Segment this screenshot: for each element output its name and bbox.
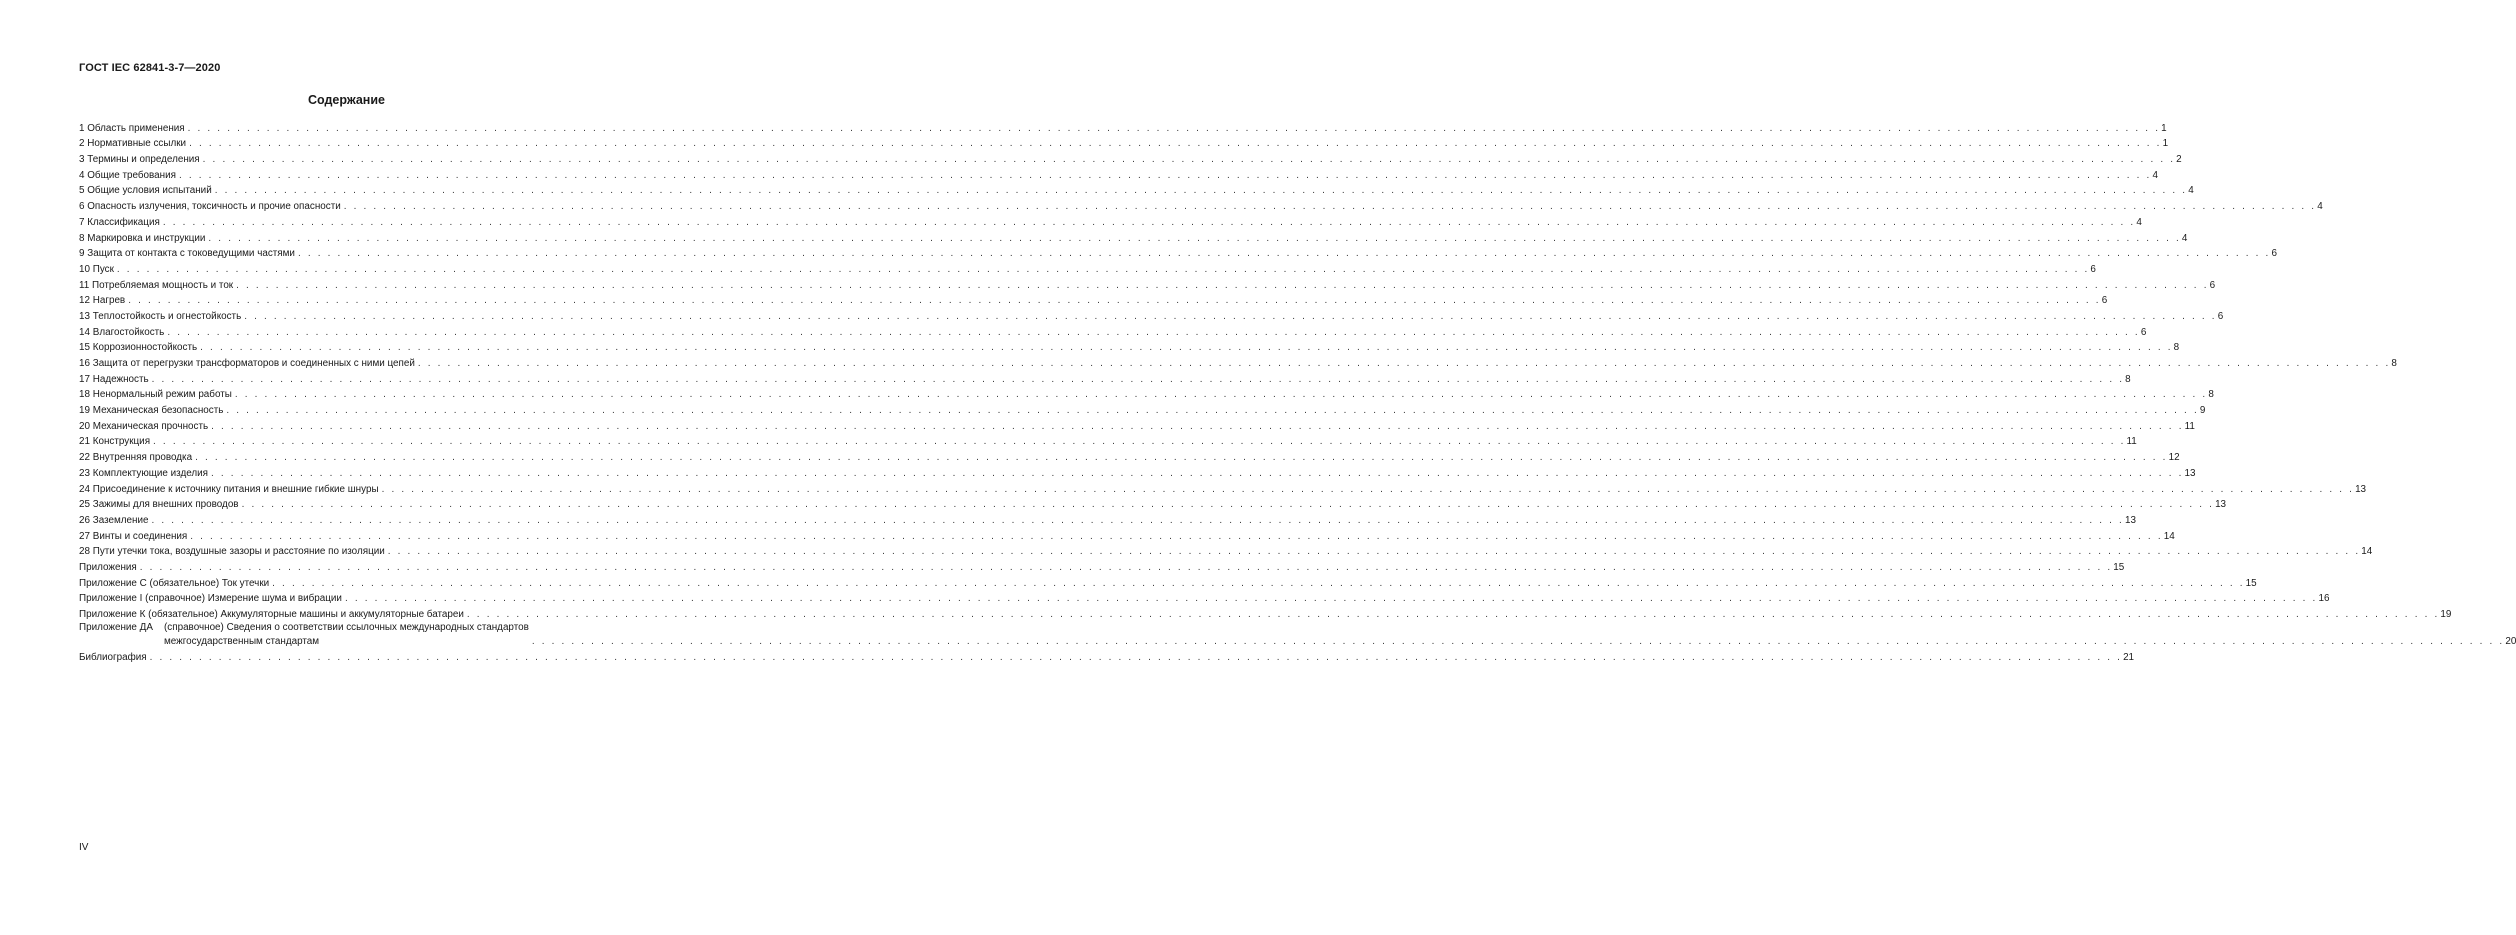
toc-entry-page: 6 xyxy=(2090,263,2096,275)
toc-entry[interactable] xyxy=(79,621,2516,648)
toc-entry[interactable] xyxy=(79,323,2147,339)
toc-entry-label: 8 Маркировка и инструкции xyxy=(79,232,206,244)
toc-entry-label: 20 Механическая прочность xyxy=(79,420,209,432)
toc-entry-page: 6 xyxy=(2101,295,2108,307)
toc-entry[interactable] xyxy=(79,339,2180,355)
toc-entry-label: 28 Пути утечки тока, воздушные зазоры и расстояние по изоляции xyxy=(79,546,385,558)
toc-entry-label: 17 Надежность xyxy=(79,373,149,385)
toc-entry[interactable] xyxy=(79,150,2182,166)
toc-leader-dots: . . . . . . . . . . . . . . . . . . . . . . . . . . . . . . . . . . . . . . . . . . . . . . . . . . . . . . . . . . . . . . . . . . . . . . . . . . . . . . . . . . . . . . . . . . . . . . . . . . . . . . . . . . . . . . . . . . . . . . . . . . . . . . . . . . . . . . . . . . . . . . . . . . . . . . . . . . . . . . . . . . . . . . . . . . . . . . . . . . . . . . . . . . . . . . . . . . . . . . . . xyxy=(272,577,2245,589)
toc-entry[interactable] xyxy=(79,182,2194,198)
toc-entry-page: 15 xyxy=(2113,561,2125,573)
toc-leader-dots: . . . . . . . . . . . . . . . . . . . . . . . . . . . . . . . . . . . . . . . . . . . . . . . . . . . . . . . . . . . . . . . . . . . . . . . . . . . . . . . . . . . . . . . . . . . . . . . . . . . . . . . . . . . . . . . . . . . . . . . . . . . . . . . . . . . . . . . . . . . . . . . . . . . . . . . . . . . . . . . . . . . . . . . . . . . . . . . . . . . . . . . . . . . . . . . . . . . . . . . . xyxy=(297,248,2271,260)
toc-entry-label: 23 Комплектующие изделия xyxy=(79,467,209,479)
toc-entry[interactable] xyxy=(79,354,2397,370)
toc-entry-page: 13 xyxy=(2125,514,2136,526)
toc-leader-dots: . . . . . . . . . . . . . . . . . . . . . . . . . . . . . . . . . . . . . . . . . . . . . . . . . . . . . . . . . . . . . . . . . . . . . . . . . . . . . . . . . . . . . . . . . . . . . . . . . . . . . . . . . . . . . . . . . . . . . . . . . . . . . . . . . . . . . . . . . . . . . . . . . . . . . . . . . . . . . . . . . . . . . . . . . . . . . . . . . . . . . . . . . . . . . . . . . . . . . . . . xyxy=(162,216,2136,228)
toc-leader-dots: . . . . . . . . . . . . . . . . . . . . . . . . . . . . . . . . . . . . . . . . . . . . . . . . . . . . . . . . . . . . . . . . . . . . . . . . . . . . . . . . . . . . . . . . . . . . . . . . . . . . . . . . . . . . . . . . . . . . . . . . . . . . . . . . . . . . . . . . . . . . . . . . . . . . . . . . . . . . . . . . . . . . . . . . . . . . . . . . . . . . . . . . . . . . . . . . . . . . . . . . xyxy=(167,326,2140,338)
toc-entry-page: 11 xyxy=(2126,436,2137,448)
toc-leader-dots: . . . . . . . . . . . . . . . . . . . . . . . . . . . . . . . . . . . . . . . . . . . . . . . . . . . . . . . . . . . . . . . . . . . . . . . . . . . . . . . . . . . . . . . . . . . . . . . . . . . . . . . . . . . . . . . . . . . . . . . . . . . . . . . . . . . . . . . . . . . . . . . . . . . . . . . . . . . . . . . . . . . . . . . . . . . . . . . . . . . . . . . . . . . . . . . . . . . . . . . . xyxy=(343,201,2317,213)
toc-leader-dots: . . . . . . . . . . . . . . . . . . . . . . . . . . . . . . . . . . . . . . . . . . . . . . . . . . . . . . . . . . . . . . . . . . . . . . . . . . . . . . . . . . . . . . . . . . . . . . . . . . . . . . . . . . . . . . . . . . . . . . . . . . . . . . . . . . . . . . . . . . . . . . . . . . . . . . . . . . . . . . . . . . . . . . . . . . . . . . . . . . . . . . . . . . . . . . . . . . . . . . . . xyxy=(241,499,2215,511)
toc-leader-dots: . . . . . . . . . . . . . . . . . . . . . . . . . . . . . . . . . . . . . . . . . . . . . . . . . . . . . . . . . . . . . . . . . . . . . . . . . . . . . . . . . . . . . . . . . . . . . . . . . . . . . . . . . . . . . . . . . . . . . . . . . . . . . . . . . . . . . . . . . . . . . . . . . . . . . . . . . . . . . . . . . . . . . . . . . . . . . . . . . . . . . . . . . . . . . . . . . . . . . . . . xyxy=(236,279,2209,291)
toc-entry-page: 20 xyxy=(2505,636,2516,647)
toc-entry-page: 4 xyxy=(2152,169,2158,181)
toc-leader-dots: . . . . . . . . . . . . . . . . . . . . . . . . . . . . . . . . . . . . . . . . . . . . . . . . . . . . . . . . . . . . . . . . . . . . . . . . . . . . . . . . . . . . . . . . . . . . . . . . . . . . . . . . . . . . . . . . . . . . . . . . . . . . . . . . . . . . . . . . . . . . . . . . . . . . . . . . . . . . . . . . . . . . . . . . . . . . . . . . . . . . . . . . . . . . . . . . . . . . . . . . xyxy=(200,342,2173,354)
toc-entry[interactable] xyxy=(79,648,2135,664)
toc-entry[interactable] xyxy=(79,448,2180,464)
page-title: Содержание xyxy=(307,93,385,107)
toc-leader-dots: . . . . . . . . . . . . . . . . . . . . . . . . . . . . . . . . . . . . . . . . . . . . . . . . . . . . . . . . . . . . . . . . . . . . . . . . . . . . . . . . . . . . . . . . . . . . . . . . . . . . . . . . . . . . . . . . . . . . . . . . . . . . . . . . . . . . . . . . . . . . . . . . . . . . . . . . . . . . . . . . . . . . . . . . . . . . . . . . . . . . . . . . . . . . . . . . . . . . . . . . xyxy=(187,122,2161,134)
toc-entry[interactable] xyxy=(79,370,2131,386)
toc-entry-prefix: Приложение ДА xyxy=(79,622,153,633)
toc-entry-page: 4 xyxy=(2317,201,2323,213)
toc-entry-label: 10 Пуск xyxy=(79,263,114,275)
toc-entry[interactable] xyxy=(79,605,2452,621)
toc-entry-label: 7 Классификация xyxy=(79,216,160,228)
toc-entry-page: 6 xyxy=(2140,326,2147,338)
toc-entry[interactable] xyxy=(79,386,2214,402)
toc-entry-label: 27 Винты и соединения xyxy=(79,530,188,542)
toc-entry-page: 6 xyxy=(2209,279,2216,291)
table-of-contents xyxy=(79,119,2516,664)
toc-entry-page: 12 xyxy=(2168,452,2180,464)
toc-entry-label: 14 Влагостойкость xyxy=(79,326,165,338)
toc-entry[interactable] xyxy=(79,433,2137,449)
toc-leader-dots: . . . . . . . . . . . . . . . . . . . . . . . . . . . . . . . . . . . . . . . . . . . . . . . . . . . . . . . . . . . . . . . . . . . . . . . . . . . . . . . . . . . . . . . . . . . . . . . . . . . . . . . . . . . . . . . . . . . . . . . . . . . . . . . . . . . . . . . . . . . . . . . . . . . . . . . . . . . . . . . . . . . . . . . . . . . . . . . . . . . . . . . . . . . . . . . . . . . . . . . . xyxy=(344,593,2318,605)
toc-entry-page: 15 xyxy=(2245,577,2257,589)
toc-leader-dots: . . . . . . . . . . . . . . . . . . . . . . . . . . . . . . . . . . . . . . . . . . . . . . . . . . . . . . . . . . . . . . . . . . . . . . . . . . . . . . . . . . . . . . . . . . . . . . . . . . . . . . . . . . . . . . . . . . . . . . . . . . . . . . . . . . . . . . . . . . . . . . . . . . . . . . . . . . . . . . . . . . . . . . . . . . . . . . . . . . . . . . . . . . . . . . . . . . . . . . . . xyxy=(208,232,2181,244)
toc-entry-page: 8 xyxy=(2391,358,2397,369)
toc-entry[interactable] xyxy=(79,119,2167,135)
toc-entry-page: 13 xyxy=(2355,483,2367,495)
toc-leader-dots: . . . . . . . . . . . . . . . . . . . . . . . . . . . . . . . . . . . . . . . . . . . . . . . . . . . . . . . . . . . . . . . . . . . . . . . . . . . . . . . . . . . . . . . . . . . . . . . . . . . . . . . . . . . . . . . . . . . . . . . . . . . . . . . . . . . . . . . . . . . . . . . . . . . . . . . . . . . . . . . . . . . . . . . . . . . . . . . . . . . . . . . . . . . . . . . . . . . . . . . . xyxy=(211,467,2184,479)
toc-entry-page: 19 xyxy=(2440,609,2452,620)
toc-entry-label: 16 Защита от перегрузки трансформаторов и соединенных с ними цепей xyxy=(79,358,415,369)
toc-leader-dots: . . . . . . . . . . . . . . . . . . . . . . . . . . . . . . . . . . . . . . . . . . . . . . . . . . . . . . . . . . . . . . . . . . . . . . . . . . . . . . . . . . . . . . . . . . . . . . . . . . . . . . . . . . . . . . . . . . . . . . . . . . . . . . . . . . . . . . . . . . . . . . . . . . . . . . . . . . . . . . . . . . . . . . . . . . . . . . . . . . . . . . . . . . . . . . . . . . . . . . . . xyxy=(226,405,2199,417)
toc-entry[interactable] xyxy=(79,197,2323,213)
toc-entry-label: 21 Конструкция xyxy=(79,436,151,448)
toc-entry-label: 4 Общие требования xyxy=(79,169,176,181)
toc-entry[interactable] xyxy=(79,574,2257,590)
toc-entry[interactable] xyxy=(79,166,2158,182)
toc-entry-label: 15 Коррозионностойкость xyxy=(79,342,198,354)
toc-entry-page: 13 xyxy=(2215,499,2227,511)
toc-entry-page: 14 xyxy=(2163,530,2175,542)
toc-leader-dots: . . . . . . . . . . . . . . . . . . . . . . . . . . . . . . . . . . . . . . . . . . . . . . . . . . . . . . . . . . . . . . . . . . . . . . . . . . . . . . . . . . . . . . . . . . . . . . . . . . . . . . . . . . . . . . . . . . . . . . . . . . . . . . . . . . . . . . . . . . . . . . . . . . . . . . . . . . . . . . . . . . . . . . . . . . . . . . . . . . . . . . . . . . . . . . . . . . . . . . . . xyxy=(189,138,2162,150)
toc-leader-dots: . . . . . . . . . . . . . . . . . . . . . . . . . . . . . . . . . . . . . . . . . . . . . . . . . . . . . . . . . . . . . . . . . . . . . . . . . . . . . . . . . . . . . . . . . . . . . . . . . . . . . . . . . . . . . . . . . . . . . . . . . . . . . . . . . . . . . . . . . . . . . . . . . . . . . . . . . . . . . . . . . . . . . . . . . . . . . . . . . . . . . . . . . . . . . . . . . . . . . . . . xyxy=(139,561,2113,573)
toc-entry-label: 18 Ненормальный режим работы xyxy=(79,389,232,401)
toc-entry[interactable] xyxy=(79,511,2136,527)
toc-entry-label: 11 Потребляемая мощность и ток xyxy=(79,279,234,291)
toc-leader-dots: . . . . . . . . . . . . . . . . . . . . . . . . . . . . . . . . . . . . . . . . . . . . . . . . . . . . . . . . . . . . . . . . . . . . . . . . . . . . . . . . . . . . . . . . . . . . . . . . . . . . . . . . . . . . . . . . . . . . . . . . . . . . . . . . . . . . . . . . . . . . . . . . . . . . . . . . . . . . . . . . . . . . . . . . . . . . . . . . . . . . . . . . . . . . . . . . . . . . . . . . xyxy=(178,169,2152,181)
toc-entry-label: 3 Термины и определения xyxy=(79,154,200,166)
toc-entry[interactable] xyxy=(79,245,2277,261)
toc-entry[interactable] xyxy=(79,527,2175,543)
toc-entry-page: 9 xyxy=(2199,405,2206,417)
toc-entry-page: 16 xyxy=(2318,593,2330,605)
toc-entry-label: 13 Теплостойкость и огнестойкость xyxy=(79,310,242,322)
toc-entry-label: 19 Механическая безопасность xyxy=(79,405,224,417)
toc-leader-dots: . . . . . . . . . . . . . . . . . . . . . . . . . . . . . . . . . . . . . . . . . . . . . . . . . . . . . . . . . . . . . . . . . . . . . . . . . . . . . . . . . . . . . . . . . . . . . . . . . . . . . . . . . . . . . . . . . . . . . . . . . . . . . . . . . . . . . . . . . . . . . . . . . . . . . . . . . . . . . . . . . . . . . . . . . . . . . . . . . . . . . . . . . . . . . . . . . . . . . . . . xyxy=(149,651,2123,663)
toc-leader-dots: . . . . . . . . . . . . . . . . . . . . . . . . . . . . . . . . . . . . . . . . . . . . . . . . . . . . . . . . . . . . . . . . . . . . . . . . . . . . . . . . . . . . . . . . . . . . . . . . . . . . . . . . . . . . . . . . . . . . . . . . . . . . . . . . . . . . . . . . . . . . . . . . . . . . . . . . . . . . . . . . . . . . . . . . . . . . . . . . . . . . . . . . . . . . . . . . . . . . . . . . xyxy=(195,452,2168,464)
toc-entry-page: 8 xyxy=(2125,373,2131,385)
toc-entry-label: 1 Область применения xyxy=(79,122,185,134)
toc-entry-label: 2 Нормативные ссылки xyxy=(79,138,187,150)
toc-entry-page: 2 xyxy=(2176,154,2182,166)
toc-leader-dots: . . . . . . . . . . . . . . . . . . . . . . . . . . . . . . . . . . . . . . . . . . . . . . . . . . . . . . . . . . . . . . . . . . . . . . . . . . . . . . . . . . . . . . . . . . . . . . . . . . . . . . . . . . . . . . . . . . . . . . . . . . . . . . . . . . . . . . . . . . . . . . . . . . . . . . . . . . . . . . . . . . . . . . . . . . . . . . . . . . . . . . . . . . . . . . . . . . . . . . . . xyxy=(116,263,2090,275)
toc-leader-dots: . . . . . . . . . . . . . . . . . . . . . . . . . . . . . . . . . . . . . . . . . . . . . . . . . . . . . . . . . . . . . . . . . . . . . . . . . . . . . . . . . . . . . . . . . . . . . . . . . . . . . . . . . . . . . . . . . . . . . . . . . . . . . . . . . . . . . . . . . . . . . . . . . . . . . . . . . . . . . . . . . . . . . . . . . . . . . . . . . . . . . . . . . . . . . . . . . . . . . . . . xyxy=(202,154,2176,166)
toc-entry-label: Приложения xyxy=(79,561,137,573)
toc-entry[interactable] xyxy=(79,307,2224,323)
toc-leader-dots: . . . . . . . . . . . . . . . . . . . . . . . . . . . . . . . . . . . . . . . . . . . . . . . . . . . . . . . . . . . . . . . . . . . . . . . . . . . . . . . . . . . . . . . . . . . . . . . . . . . . . . . . . . . . . . . . . . . . . . . . . . . . . . . . . . . . . . . . . . . . . . . . . . . . . . . . . . . . . . . . . . . . . . . . . . . . . . . . . . . . . . . . . . . . . . . . . . . . . . . . xyxy=(387,546,2361,558)
toc-entry-page: 6 xyxy=(2271,248,2277,260)
toc-entry-label: 25 Зажимы для внешних проводов xyxy=(79,499,239,511)
toc-entry[interactable] xyxy=(79,417,2195,433)
toc-entry[interactable] xyxy=(79,260,2096,276)
document-code: ГОСТ IEC 62841-3-7—2020 xyxy=(79,62,221,74)
toc-leader-dots: . . . . . . . . . . . . . . . . . . . . . . . . . . . . . . . . . . . . . . . . . . . . . . . . . . . . . . . . . . . . . . . . . . . . . . . . . . . . . . . . . . . . . . . . . . . . . . . . . . . . . . . . . . . . . . . . . . . . . . . . . . . . . . . . . . . . . . . . . . . . . . . . . . . . . . . . . . . . . . . . . . . . . . . . . . . . . . . . . . . . . . . . . . . . . . . . . . . . . . . . xyxy=(466,609,2440,620)
toc-entry-page: 14 xyxy=(2361,546,2373,558)
toc-leader-dots: . . . . . . . . . . . . . . . . . . . . . . . . . . . . . . . . . . . . . . . . . . . . . . . . . . . . . . . . . . . . . . . . . . . . . . . . . . . . . . . . . . . . . . . . . . . . . . . . . . . . . . . . . . . . . . . . . . . . . . . . . . . . . . . . . . . . . . . . . . . . . . . . . . . . . . . . . . . . . . . . . . . . . . . . . . . . . . . . . . . . . . . . . . . . . . . . . . . . . . . . xyxy=(211,420,2184,432)
toc-leader-dots: . . . . . . . . . . . . . . . . . . . . . . . . . . . . . . . . . . . . . . . . . . . . . . . . . . . . . . . . . . . . . . . . . . . . . . . . . . . . . . . . . . . . . . . . . . . . . . . . . . . . . . . . . . . . . . . . . . . . . . . . . . . . . . . . . . . . . . . . . . . . . . . . . . . . . . . . . . . . . . . . . . . . . . . . . . . . . . . . . . . . . . . . . . . . . . . . . . . . . . . . xyxy=(381,483,2355,495)
toc-leader-dots: . . . . . . . . . . . . . . . . . . . . . . . . . . . . . . . . . . . . . . . . . . . . . . . . . . . . . . . . . . . . . . . . . . . . . . . . . . . . . . . . . . . . . . . . . . . . . . . . . . . . . . . . . . . . . . . . . . . . . . . . . . . . . . . . . . . . . . . . . . . . . . . . . . . . . . . . . . . . . . . . . . . . . . . . . . . . . . . . . . . . . . . . . . . . . . . . . . . . . . . . xyxy=(531,636,2505,647)
toc-entry-label: 9 Защита от контакта с токоведущими частями xyxy=(79,248,295,260)
toc-entry-page: 13 xyxy=(2184,467,2196,479)
toc-entry-label: Приложение К (обязательное) Аккумуляторные машины и аккумуляторные батареи xyxy=(79,609,464,620)
toc-entry-page: 8 xyxy=(2173,342,2180,354)
toc-entry[interactable] xyxy=(79,480,2367,496)
toc-entry-label: 26 Заземление xyxy=(79,514,149,526)
toc-entry[interactable] xyxy=(79,213,2142,229)
toc-leader-dots: . . . . . . . . . . . . . . . . . . . . . . . . . . . . . . . . . . . . . . . . . . . . . . . . . . . . . . . . . . . . . . . . . . . . . . . . . . . . . . . . . . . . . . . . . . . . . . . . . . . . . . . . . . . . . . . . . . . . . . . . . . . . . . . . . . . . . . . . . . . . . . . . . . . . . . . . . . . . . . . . . . . . . . . . . . . . . . . . . . . . . . . . . . . . . . . . . . . . . . . . xyxy=(128,295,2101,307)
toc-entry-label-continued: межгосударственным стандартам xyxy=(164,636,320,647)
toc-entry-label: (справочное) Сведения о соответствии ссылочных международных стандартов xyxy=(164,622,529,633)
toc-entry[interactable] xyxy=(79,276,2216,292)
toc-entry-page: 8 xyxy=(2208,389,2214,401)
toc-entry[interactable] xyxy=(79,590,2330,606)
toc-entry-label: 6 Опасность излучения, токсичность и прочие опасности xyxy=(79,201,341,213)
toc-entry-label: 22 Внутренняя проводка xyxy=(79,452,193,464)
toc-entry-label: 5 Общие условия испытаний xyxy=(79,185,212,197)
page-number: IV xyxy=(79,842,89,853)
toc-leader-dots: . . . . . . . . . . . . . . . . . . . . . . . . . . . . . . . . . . . . . . . . . . . . . . . . . . . . . . . . . . . . . . . . . . . . . . . . . . . . . . . . . . . . . . . . . . . . . . . . . . . . . . . . . . . . . . . . . . . . . . . . . . . . . . . . . . . . . . . . . . . . . . . . . . . . . . . . . . . . . . . . . . . . . . . . . . . . . . . . . . . . . . . . . . . . . . . . . . . . . . . . xyxy=(214,185,2188,197)
toc-entry[interactable] xyxy=(79,543,2373,559)
toc-leader-dots: . . . . . . . . . . . . . . . . . . . . . . . . . . . . . . . . . . . . . . . . . . . . . . . . . . . . . . . . . . . . . . . . . . . . . . . . . . . . . . . . . . . . . . . . . . . . . . . . . . . . . . . . . . . . . . . . . . . . . . . . . . . . . . . . . . . . . . . . . . . . . . . . . . . . . . . . . . . . . . . . . . . . . . . . . . . . . . . . . . . . . . . . . . . . . . . . . . . . . . . . xyxy=(151,514,2124,526)
toc-entry-page: 21 xyxy=(2123,651,2135,663)
toc-entry[interactable] xyxy=(79,496,2227,512)
toc-entry[interactable] xyxy=(79,292,2108,308)
toc-entry-page: 4 xyxy=(2136,216,2142,228)
toc-entry[interactable] xyxy=(79,135,2169,151)
toc-entry-label: Приложение С (обязательное) Ток утечки xyxy=(79,577,270,589)
toc-entry-page: 4 xyxy=(2188,185,2194,197)
toc-entry-page: 1 xyxy=(2162,138,2169,150)
toc-leader-dots: . . . . . . . . . . . . . . . . . . . . . . . . . . . . . . . . . . . . . . . . . . . . . . . . . . . . . . . . . . . . . . . . . . . . . . . . . . . . . . . . . . . . . . . . . . . . . . . . . . . . . . . . . . . . . . . . . . . . . . . . . . . . . . . . . . . . . . . . . . . . . . . . . . . . . . . . . . . . . . . . . . . . . . . . . . . . . . . . . . . . . . . . . . . . . . . . . . . . . . . . xyxy=(151,373,2125,385)
toc-entry-page: 11 xyxy=(2184,420,2195,432)
toc-entry[interactable] xyxy=(79,558,2125,574)
toc-leader-dots: . . . . . . . . . . . . . . . . . . . . . . . . . . . . . . . . . . . . . . . . . . . . . . . . . . . . . . . . . . . . . . . . . . . . . . . . . . . . . . . . . . . . . . . . . . . . . . . . . . . . . . . . . . . . . . . . . . . . . . . . . . . . . . . . . . . . . . . . . . . . . . . . . . . . . . . . . . . . . . . . . . . . . . . . . . . . . . . . . . . . . . . . . . . . . . . . . . . . . . . . xyxy=(234,389,2208,401)
toc-entry[interactable] xyxy=(79,464,2196,480)
toc-entry-label: Приложение I (справочное) Измерение шума и вибрации xyxy=(79,593,342,605)
toc-leader-dots: . . . . . . . . . . . . . . . . . . . . . . . . . . . . . . . . . . . . . . . . . . . . . . . . . . . . . . . . . . . . . . . . . . . . . . . . . . . . . . . . . . . . . . . . . . . . . . . . . . . . . . . . . . . . . . . . . . . . . . . . . . . . . . . . . . . . . . . . . . . . . . . . . . . . . . . . . . . . . . . . . . . . . . . . . . . . . . . . . . . . . . . . . . . . . . . . . . . . . . . . xyxy=(153,436,2126,448)
toc-leader-dots: . . . . . . . . . . . . . . . . . . . . . . . . . . . . . . . . . . . . . . . . . . . . . . . . . . . . . . . . . . . . . . . . . . . . . . . . . . . . . . . . . . . . . . . . . . . . . . . . . . . . . . . . . . . . . . . . . . . . . . . . . . . . . . . . . . . . . . . . . . . . . . . . . . . . . . . . . . . . . . . . . . . . . . . . . . . . . . . . . . . . . . . . . . . . . . . . . . . . . . . . xyxy=(244,310,2217,322)
toc-entry-page: 1 xyxy=(2161,122,2167,134)
toc-entry-label: 24 Присоединение к источнику питания и внешние гибкие шнуры xyxy=(79,483,379,495)
toc-entry-page: 6 xyxy=(2217,310,2224,322)
toc-entry[interactable] xyxy=(79,229,2188,245)
toc-entry-label: 12 Нагрев xyxy=(79,295,126,307)
toc-leader-dots: . . . . . . . . . . . . . . . . . . . . . . . . . . . . . . . . . . . . . . . . . . . . . . . . . . . . . . . . . . . . . . . . . . . . . . . . . . . . . . . . . . . . . . . . . . . . . . . . . . . . . . . . . . . . . . . . . . . . . . . . . . . . . . . . . . . . . . . . . . . . . . . . . . . . . . . . . . . . . . . . . . . . . . . . . . . . . . . . . . . . . . . . . . . . . . . . . . . . . . . . xyxy=(190,530,2163,542)
toc-entry-page: 4 xyxy=(2181,232,2188,244)
toc-leader-dots: . . . . . . . . . . . . . . . . . . . . . . . . . . . . . . . . . . . . . . . . . . . . . . . . . . . . . . . . . . . . . . . . . . . . . . . . . . . . . . . . . . . . . . . . . . . . . . . . . . . . . . . . . . . . . . . . . . . . . . . . . . . . . . . . . . . . . . . . . . . . . . . . . . . . . . . . . . . . . . . . . . . . . . . . . . . . . . . . . . . . . . . . . . . . . . . . . . . . . . . . xyxy=(417,358,2391,369)
toc-entry-label: Библиография xyxy=(79,651,147,663)
toc-entry[interactable] xyxy=(79,401,2206,417)
